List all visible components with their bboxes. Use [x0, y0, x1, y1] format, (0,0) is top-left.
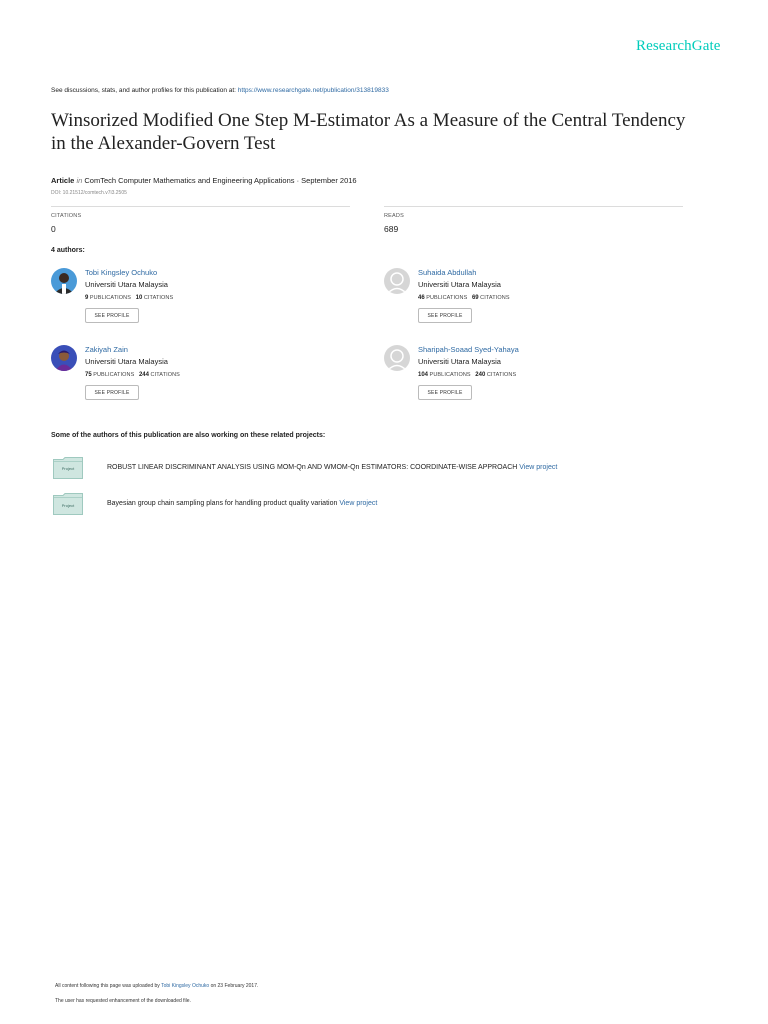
author-stats [85, 372, 180, 378]
author-avatar[interactable] [51, 345, 77, 371]
author-avatar-placeholder-icon[interactable] [384, 268, 410, 294]
discussions-line [51, 87, 389, 94]
author-institution: Universiti Utara Malaysia [85, 280, 168, 289]
meta-in: in [76, 176, 83, 185]
project-item [107, 464, 557, 471]
article-type: Article [51, 176, 75, 185]
uploader-link[interactable]: Tobi Kingsley Ochuko [161, 983, 210, 989]
reads-value: 689 [384, 224, 399, 234]
author-card [384, 268, 684, 334]
citations-label: CITATIONS [51, 213, 82, 219]
author-institution: Universiti Utara Malaysia [85, 357, 168, 366]
author-citations-count: 69 [471, 295, 479, 301]
doi: DOI: 10.21512/comtech.v7i3.2505 [51, 190, 127, 196]
author-citations-count: 244 [138, 372, 149, 378]
upload-note [55, 983, 258, 989]
enhancement-note: The user has requested enhancement of the downloaded file. [55, 998, 191, 1004]
authors-heading: 4 authors: [51, 247, 85, 254]
publication-title: Winsorized Modified One Step M-Estimator As a Measure of the Central Tendency in the Alexander-Govern Test [51, 110, 686, 154]
publication-meta [51, 176, 357, 185]
author-card [51, 345, 351, 411]
view-project-link[interactable]: View project [519, 464, 558, 471]
see-profile-button[interactable]: SEE PROFILE [85, 308, 139, 323]
author-stats [85, 295, 173, 301]
author-institution: Universiti Utara Malaysia [418, 280, 501, 289]
citations-divider [51, 206, 350, 207]
publication-url-link[interactable]: https://www.researchgate.net/publication/313819833 [237, 87, 389, 94]
venue: ComTech Computer Mathematics and Engineering Applications · September 2016 [84, 176, 357, 185]
author-publications-count: 104 [418, 372, 429, 378]
author-card [384, 345, 684, 411]
upload-prefix: All content following this page was uploaded by [55, 983, 162, 989]
upload-suffix: on 23 February 2017. [209, 983, 259, 989]
publications-label: PUBLICATIONS [429, 372, 471, 378]
author-stats [418, 295, 510, 301]
author-citations-count: 10 [135, 295, 143, 301]
project-title: Bayesian group chain sampling plans for handling product quality variation [107, 500, 338, 507]
author-avatar[interactable] [51, 268, 77, 294]
author-stats [418, 372, 516, 378]
author-name-link[interactable]: Zakiyah Zain [85, 345, 128, 354]
author-name-link[interactable]: Sharipah-Soaad Syed-Yahaya [418, 345, 519, 354]
project-title: ROBUST LINEAR DISCRIMINANT ANALYSIS USING MOM-Qn AND WMOM-Qn ESTIMATORS: COORDINATE-WISE APPROACH [107, 464, 518, 471]
publications-label: PUBLICATIONS [89, 295, 132, 301]
publications-label: PUBLICATIONS [93, 372, 135, 378]
related-projects-heading: Some of the authors of this publication are also working on these related projects: [51, 432, 326, 439]
project-icon-label: Project [61, 503, 75, 508]
author-publications-count: 75 [85, 372, 92, 378]
author-citations-count: 240 [475, 372, 486, 378]
author-institution: Universiti Utara Malaysia [418, 357, 501, 366]
citations-value: 0 [51, 224, 56, 234]
discussions-text: See discussions, stats, and author profiles for this publication at: [51, 87, 238, 94]
view-project-link[interactable]: View project [339, 500, 378, 507]
see-profile-button[interactable]: SEE PROFILE [418, 308, 472, 323]
publications-label: PUBLICATIONS [426, 295, 468, 301]
see-profile-button[interactable]: SEE PROFILE [418, 385, 472, 400]
citations-label: CITATIONS [486, 372, 517, 378]
see-profile-button[interactable]: SEE PROFILE [85, 385, 139, 400]
author-avatar-placeholder-icon[interactable] [384, 345, 410, 371]
author-name-link[interactable]: Tobi Kingsley Ochuko [85, 268, 158, 277]
researchgate-logo[interactable]: ResearchGate [636, 38, 721, 54]
project-icon-label: Project [61, 466, 75, 471]
author-publications-count: 9 [85, 295, 89, 301]
author-publications-count: 46 [418, 295, 425, 301]
citations-label: CITATIONS [150, 372, 180, 378]
author-name-link[interactable]: Suhaida Abdullah [418, 268, 477, 277]
reads-label: READS [384, 213, 404, 219]
author-card [51, 268, 351, 334]
project-item [107, 500, 377, 507]
citations-label: CITATIONS [143, 295, 174, 301]
citations-label: CITATIONS [480, 295, 510, 301]
reads-divider [384, 206, 683, 207]
